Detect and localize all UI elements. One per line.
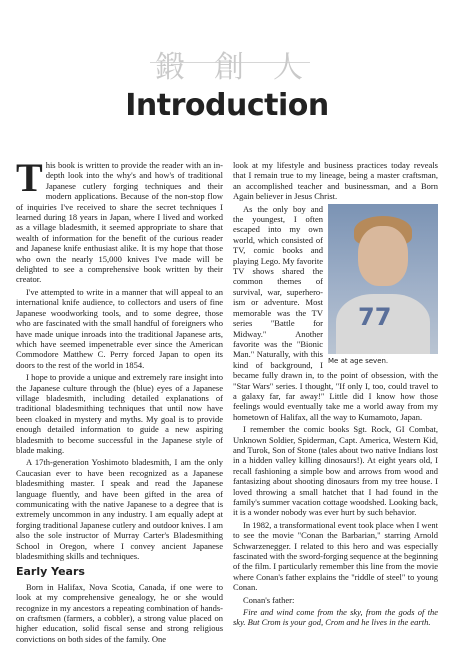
continued-paragraph: look at my lifestyle and business practices today reveals that I remain true to my lineage, being a master craftsman, an accomplished teacher and businessman, and a Born Again believer in Jesus Christ. <box>233 160 438 202</box>
intro-paragraph-1 <box>16 155 223 285</box>
photo-caption: Me at age seven. <box>328 356 389 365</box>
kanji-header <box>155 44 305 84</box>
photo-shirt-number: 77 <box>358 302 392 331</box>
kanji-char-1: 鍛 <box>155 50 187 85</box>
kanji-char-3: 人 <box>273 50 305 85</box>
section-heading-early-years: Early Years <box>16 565 85 579</box>
childhood-photo <box>328 204 438 354</box>
intro-paragraph-1-text: his book is written to provide the reader with an in-depth look into the why's and how's of traditional Japanese cutlery forging techniques and their modern applications. Because of the non-stop flow of inquiries I've received to share the secret techniques I learned during 18 years in Japan, where I lived and worked as a village bladesmith, it seemed appropriate to share that wealth of information for the benefit of the curious reader and Japanese knife enthusiast alike. It is my hope that those who own the nearly 15,000 knives I've made will be delighted to see a comprehensive book written by their creator. <box>16 160 223 285</box>
drop-cap: T <box>16 155 43 200</box>
intro-paragraph-4: A 17th-generation Yoshimoto bladesmith, I am the only Caucasian ever to have been recognized as a Japanese bladesmithing master. I speak and read the Japanese language fluently, and have been gifted in the area of communicating with the native Japanese to a degree that is extremely uncommon in any industry. I am equally adept at forging traditional Japanese cutlery and outdoor knives. I am also the sole instructor of Murray Carter's Bladesmithing School in Oregon, where I convey ancient Japanese bladesmithing skills and techniques. <box>16 457 223 562</box>
comics-paragraph: I remember the comic books Sgt. Rock, GI Combat, Unknown Soldier, Spiderman, Capt. America, Western Kid, and Turok, Son of Stone (tales about two native Indians lost in a hidden valley killing dinosaurs!). At eight years old, I recall fashioning a simple bow and arrows from wood and fantasizing about shooting dinosaurs from my tree house. I loved throwing a small hatchet that I had found in the family's summer vacation cottage woodshed. Looking back, it is a wonder nobody was ever hurt by such behavior. <box>233 424 438 518</box>
kanji-char-2: 創 <box>214 50 246 85</box>
conan-father-label: Conan's father: <box>243 594 295 605</box>
conan-paragraph: In 1982, a transformational event took place when I went to see the movie "Conan the Barbarian," starring Arnold Schwarzenegger. I related to this hero and was especially fascinated with the sword-forging sequence at the beginning of the film. I particularly remember this line from the movie where Conan's father explains the "riddle of steel" to young Conan. <box>233 519 438 593</box>
left-column <box>16 155 223 646</box>
early-years-paragraph-1: Born in Halifax, Nova Scotia, Canada, if one were to look at my comprehensive genealogy, he or she would recognize in my ancestors a repeating combination of hands-on craftsmen (farmers, a cobbler), a strong value placed on higher education, solid fiscal sense and strong religious convictions on both sides of the family. One <box>16 581 223 644</box>
childhood-paragraph: As the only boy and the youngest, I often escaped into my own world, which consisted of TV, comic books and playing Lego. My favorite TV shows shared the common themes of survival, war, superhero-ism or adventure. Most memorable was the TV series "Battle for Midway." Another favorite was the "Bionic Man." Naturally, with this kind of background, I became fully drawn in, to the point of obsession, with the "Star Wars" series. I thought, "If only I, too, could travel to a galaxy far, far away!" Little did I know how those feelings would eventually take me a world away from my hometown of Halifax, all the way to Kumamoto, Japan. <box>233 203 438 422</box>
photo-face <box>358 226 408 286</box>
intro-paragraph-3: I hope to provide a unique and extremely rare insight into the Japanese culture through the (blue) eyes of a Japanese village bladesmith, including detailed explanations of traditional bladesmithing techniques that until now have been cloaked in mystery and myths. My goal is to provide enough detailed information to guide a new aspiring bladesmith to become successful in the Japanese style of blade making. <box>16 372 223 455</box>
right-column <box>233 160 438 630</box>
intro-paragraph-2: I've attempted to write in a manner that will appeal to an international knife audience, to collectors and users of fine Japanese woodworking tools, and to some degree, those who are fascinated with the small handful of foreigners who have made unique inroads into the traditional Japanese arts, which have seemed impenetrable ever since the American Commodore Matthew C. Perry forced Japan to open its doors to the rest of the world in 1854. <box>16 286 223 370</box>
conan-quote: Fire and wind come from the sky, from the gods of the sky. But Crom is your god, Crom and he lives in the earth. <box>233 607 438 628</box>
childhood-photo-figure <box>328 204 438 366</box>
page-title: Introduction <box>125 88 329 123</box>
